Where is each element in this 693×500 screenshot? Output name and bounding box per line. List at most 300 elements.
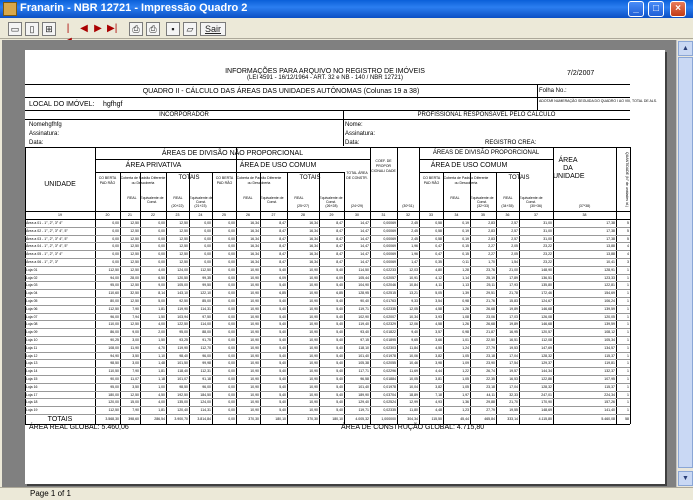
first-page-icon[interactable]: | <box>66 23 70 34</box>
table-cell: 1,05 <box>462 377 469 381</box>
table-cell: 0,01978 <box>383 353 396 358</box>
table-cell: 3,50 <box>132 384 139 389</box>
table-cell: 5 <box>627 236 629 241</box>
vertical-scrollbar[interactable] <box>676 40 693 487</box>
table-cell: 0,19 <box>462 236 469 241</box>
total-cell: 398,60 <box>128 417 139 421</box>
table-cell: 16,34 <box>309 228 318 233</box>
table-cell: 118,40 <box>177 369 188 374</box>
print-icon[interactable]: ⎙ <box>129 22 143 36</box>
table-cell: 10,90 <box>250 345 259 350</box>
unit-name: Área a 06 - 1°, 2°, 3° <box>26 260 59 264</box>
table-cell: 0,00 <box>204 244 211 249</box>
table-cell: 27,79 <box>486 345 495 350</box>
table-cell: 2,83 <box>488 228 495 233</box>
table-cell: 129,40 <box>358 400 369 405</box>
profissional-title: PROFISSIONAL RESPONSÁVEL PELO CÁLCULO <box>417 112 556 118</box>
table-cell: 5,40 <box>336 283 343 288</box>
row-line <box>25 320 630 321</box>
table-cell: 1 <box>627 291 629 296</box>
table-cell: 0,00 <box>228 384 235 389</box>
table-cell: 112,31 <box>200 369 211 374</box>
table-cell: 2,05 <box>511 244 518 249</box>
table-cell: 0,00 <box>228 408 235 413</box>
table-cell: 0,00 <box>228 228 235 233</box>
table-cell: 5,40 <box>336 377 343 381</box>
table-cell: 23,22 <box>543 252 552 257</box>
close-button[interactable]: × <box>670 1 686 17</box>
table-cell: 12,50 <box>179 221 188 225</box>
table-cell: 4,48 <box>435 408 442 413</box>
total-cell: 0,00 <box>228 417 235 421</box>
table-cell: 0,00 <box>228 369 235 374</box>
table-cell: 154,69 <box>604 291 615 296</box>
table-cell: 31,00 <box>543 236 552 241</box>
table-cell: 12,03 <box>409 267 418 272</box>
table-cell: 128,95 <box>358 291 369 296</box>
table-cell: 0,02335 <box>383 306 396 311</box>
coef-header: COEF. DE PROPOR CIONALI DADE <box>371 159 396 173</box>
table-cell: 8,47 <box>279 252 286 257</box>
table-cell: 148,69 <box>541 408 552 413</box>
column-formula: (21+23) <box>194 204 207 208</box>
table-cell: 123,33 <box>604 275 615 280</box>
outras-header: Coberta de Padrão Diferente ou Descoberta <box>120 176 166 185</box>
table-cell: 115,37 <box>604 384 615 389</box>
table-cell: 4 <box>627 252 629 257</box>
table-cell: 104,90 <box>358 283 369 288</box>
table-cell: 5,40 <box>336 314 343 319</box>
table-cell: 10,06 <box>409 353 418 358</box>
total-area-header: TOTAL ÁREA DE CONSTR. <box>346 171 368 180</box>
table-cell: 0,02335 <box>383 408 396 413</box>
total-cell: 3.900,70 <box>174 417 188 421</box>
quantidade-header: QUANTIDADE (N° de unidades id.) <box>625 152 629 207</box>
table-cell: 12,06 <box>409 322 418 327</box>
table-cell: 4,93 <box>435 400 442 405</box>
unit-name: Área a 01 - 1°, 2°, 3° 4° <box>26 221 63 225</box>
nome-label-left: Nome: <box>29 122 47 128</box>
table-cell: 128,91 <box>604 267 615 272</box>
table-cell: 5,40 <box>279 330 286 335</box>
column-formula: (24+29) <box>350 204 364 208</box>
table-cell: 10,90 <box>309 267 318 272</box>
table-cell: 119,40 <box>358 322 369 327</box>
save-icon[interactable]: ▪ <box>166 22 180 36</box>
table-cell: 157,26 <box>604 400 615 405</box>
table-cell: 13,88 <box>606 252 615 257</box>
table-cell: 119,71 <box>358 408 369 413</box>
table-cell: 10,90 <box>309 314 318 319</box>
table-cell: 18,89 <box>409 392 418 397</box>
header-line <box>25 211 630 212</box>
table-cell: 10,90 <box>309 392 318 397</box>
unit-name: Loja 10 <box>26 338 38 342</box>
table-cell: 10,90 <box>250 392 259 397</box>
table-cell: 12,50 <box>179 236 188 241</box>
table-cell: 19,89 <box>509 322 518 327</box>
table-cell: 120,40 <box>177 408 188 413</box>
unit-name: Loja 15 <box>26 377 38 381</box>
table-cell: 13,88 <box>606 244 615 249</box>
table-cell: 3,50 <box>132 353 139 358</box>
unit-name: Área a 04 - 1°, 2°, 3° 4°, 5° <box>26 244 68 249</box>
table-cell: 10,90 <box>250 291 259 296</box>
table-cell: 135,80 <box>541 283 552 288</box>
table-cell: 7,94 <box>132 314 139 319</box>
table-cell: 10,90 <box>250 369 259 374</box>
table-cell: 2,45 <box>411 236 418 241</box>
table-cell: 247,01 <box>541 392 552 397</box>
table-cell: 26,68 <box>486 306 495 311</box>
total-cell: 4.115,80 <box>538 417 552 421</box>
table-cell: 0,00 <box>228 377 235 381</box>
table-cell: 13,21 <box>409 291 418 296</box>
total-cell: 370,30 <box>307 417 318 421</box>
table-cell: 0,00069 <box>383 244 396 249</box>
table-cell: 0,00 <box>228 400 235 405</box>
table-cell: 1 <box>627 338 629 342</box>
table-cell: 1,05 <box>462 384 469 389</box>
table-cell: 136,51 <box>541 275 552 280</box>
column-number: 25 <box>222 213 226 217</box>
unit-name: Loja 16 <box>26 384 38 389</box>
report-date: 7/2/2007 <box>567 70 595 77</box>
table-cell: 93,25 <box>179 338 188 342</box>
table-cell: 0,00 <box>228 252 235 257</box>
table-cell: 5,00 <box>158 299 165 303</box>
table-cell: 10,90 <box>250 275 259 280</box>
table-cell: 0,00 <box>204 236 211 241</box>
column-formula: (34+35) <box>501 204 514 208</box>
row-line <box>25 398 630 399</box>
table-cell: 120,05 <box>604 314 615 319</box>
table-cell: 0,47 <box>435 252 442 257</box>
table-cell: 147,69 <box>541 345 552 350</box>
totais-prop-header: TOTAIS <box>508 175 530 181</box>
table-cell: 86,00 <box>110 330 119 335</box>
table-cell: 99,98 <box>202 361 211 366</box>
table-cell: 0,00 <box>158 221 165 225</box>
table-cell: 1,50 <box>158 338 165 342</box>
table-cell: 14,47 <box>360 228 369 233</box>
table-cell: 97,15 <box>360 338 369 342</box>
table-cell: 31,00 <box>543 228 552 233</box>
unit-name: Loja 12 <box>26 353 38 358</box>
table-cell: 110,00 <box>108 322 119 327</box>
table-cell: 0,00 <box>204 221 211 225</box>
table-cell: 0,00 <box>112 228 119 233</box>
table-cell: 4,00 <box>158 400 165 405</box>
last-page-icon[interactable]: ▶| <box>107 23 118 34</box>
table-cell: 3,00 <box>132 338 139 342</box>
table-cell: 10,90 <box>309 283 318 288</box>
total-cell: 4.005,32 <box>355 417 369 421</box>
table-cell: 1 <box>627 400 629 405</box>
table-cell: 98,50 <box>179 384 188 389</box>
table-cell: 5,40 <box>279 377 286 381</box>
table-cell: 95,00 <box>110 283 119 288</box>
table-cell: 0,00 <box>228 260 235 264</box>
unit-name: Loja 04 <box>26 291 38 296</box>
table-cell: 10,90 <box>309 322 318 327</box>
row-line <box>25 336 630 337</box>
unit-name: Área a 02 - 1°, 2°, 3° 4°, 5° <box>26 228 68 233</box>
table-cell: 0,00 <box>112 252 119 257</box>
table-cell: 6,09 <box>279 275 286 280</box>
table-cell: 21,70 <box>509 400 518 405</box>
table-cell: 1,14 <box>462 275 469 280</box>
table-cell: 0,00 <box>228 236 235 241</box>
table-cell: 106,24 <box>604 299 615 303</box>
maximize-button[interactable]: □ <box>648 1 664 17</box>
table-cell: 5,40 <box>279 283 286 288</box>
table-cell: 14,47 <box>360 221 369 225</box>
table-cell: 12,50 <box>130 252 139 257</box>
real-comum-header: REAL <box>243 196 253 200</box>
table-cell: 10,90 <box>309 291 318 296</box>
table-cell: 10,90 <box>250 267 259 272</box>
column-formula: (26+28) <box>325 204 338 208</box>
table-cell: 23,22 <box>543 244 552 249</box>
table-cell: 1,01 <box>462 338 469 342</box>
table-cell: 23,18 <box>486 384 495 389</box>
table-cell: 2,57 <box>511 221 518 225</box>
real-header: REAL <box>127 196 137 200</box>
table-cell: 10,90 <box>250 330 259 335</box>
total-cell: 180,10 <box>275 417 286 421</box>
sair-button[interactable]: Sair <box>200 22 226 36</box>
table-cell: 10,46 <box>409 361 418 366</box>
open-icon[interactable]: ▱ <box>183 22 197 36</box>
table-cell: 141,40 <box>604 408 615 413</box>
scroll-up-icon[interactable]: ▲ <box>678 41 693 56</box>
table-cell: 4,00 <box>158 322 165 327</box>
page-layout-icon[interactable]: ▭ <box>8 22 22 36</box>
assinatura-label-left: Assinatura: <box>29 131 60 137</box>
row-line <box>25 305 630 306</box>
column-number: 28 <box>301 213 305 217</box>
table-cell: 17,04 <box>509 353 518 358</box>
table-cell: 19,89 <box>509 306 518 311</box>
table-cell: 0,00 <box>228 267 235 272</box>
proporcional-header: ÁREAS DE DIVISÃO PROPORCIONAL <box>432 150 540 156</box>
minimize-button[interactable]: _ <box>628 1 644 17</box>
table-cell: 1,26 <box>462 306 469 311</box>
table-cell: 96,58 <box>360 377 369 381</box>
table-cell: 3,82 <box>435 384 442 389</box>
table-cell: 10,05 <box>409 377 418 381</box>
table-cell: 128,32 <box>541 353 552 358</box>
table-cell: 10,90 <box>250 408 259 413</box>
coberta-prop-header: CO BERTA PAD RÃO <box>422 176 441 185</box>
table-cell: 22,35 <box>486 377 495 381</box>
table-cell: 5,40 <box>336 353 343 358</box>
table-cell: 0,00 <box>204 228 211 233</box>
table-cell: 102,90 <box>358 314 369 319</box>
equiv-header: Equivalente de Const. <box>140 196 164 204</box>
quadro-title: QUADRO II - CÁLCULO DAS ÁREAS DAS UNIDADES AUTÔNOMAS (Colunas 19 a 38) <box>142 88 420 95</box>
table-cell: 0,00 <box>158 228 165 233</box>
table-cell: 16,34 <box>250 228 259 233</box>
table-cell: 5,40 <box>336 322 343 327</box>
table-cell: 1,00 <box>158 384 165 389</box>
row-line <box>25 391 630 392</box>
table-cell: 10,90 <box>309 345 318 350</box>
header-line <box>419 159 553 160</box>
table-cell: 25,11 <box>486 283 495 288</box>
table-cell: 0,00 <box>112 236 119 241</box>
table-cell: 128,32 <box>541 384 552 389</box>
column-number: 24 <box>198 213 203 217</box>
table-cell: 10,90 <box>309 384 318 389</box>
unit-name: Loja 05 <box>26 299 38 303</box>
table-cell: 23,90 <box>486 361 495 366</box>
table-cell: 23,76 <box>486 267 495 272</box>
column-formula: (20+22) <box>171 204 184 208</box>
table-cell: 1 <box>627 377 629 381</box>
table-cell: 14,47 <box>360 236 369 241</box>
header-line <box>419 172 519 173</box>
row-line <box>25 281 630 282</box>
column-formula: (30+36) <box>529 204 543 208</box>
table-cell: 16,34 <box>250 221 259 225</box>
table-cell: 10,90 <box>309 275 318 280</box>
unit-name: Loja 07 <box>26 314 38 319</box>
table-cell: 139,59 <box>604 306 615 311</box>
equiv-comum-header: Equivalente de Const. <box>260 196 284 204</box>
table-cell: 0,19 <box>462 228 469 233</box>
uso-comum-header: ÁREA DE USO COMUM <box>239 162 317 169</box>
table-cell: 105,38 <box>358 361 369 366</box>
column-formula: (32+33) <box>476 204 490 208</box>
table-cell: 8,47 <box>279 244 286 249</box>
two-page-icon[interactable]: ▯ <box>25 22 39 36</box>
table-cell: 12,50 <box>130 236 139 241</box>
table-cell: 120,00 <box>108 400 119 405</box>
table-cell: 10,90 <box>309 299 318 303</box>
row-line <box>25 375 630 376</box>
next-page-icon[interactable]: ▶ <box>94 23 102 34</box>
table-cell: 129,37 <box>541 361 552 366</box>
table-cell: 1,70 <box>488 260 495 264</box>
table-cell: 0,47 <box>435 244 442 249</box>
table-cell: 0,02057 <box>383 275 396 280</box>
table-cell: 3 <box>627 260 629 264</box>
table-cell: 0,00069 <box>383 236 396 241</box>
table-cell: 12,50 <box>130 221 139 225</box>
table-cell: 96,00 <box>110 314 119 319</box>
table-cell: 120,57 <box>541 330 552 335</box>
table-cell: 5,40 <box>336 369 343 374</box>
table-cell: 124,00 <box>177 267 188 272</box>
table-cell: 134,57 <box>604 345 615 350</box>
table-cell: 25,19 <box>486 275 495 280</box>
table-cell: 0,00 <box>228 314 235 319</box>
data-label-right: Data: <box>345 140 360 146</box>
table-cell: 12,50 <box>130 299 139 303</box>
prev-page-icon[interactable]: ◀ <box>80 23 88 34</box>
table-cell: 5,40 <box>336 384 343 389</box>
table-cell: 1,26 <box>462 322 469 327</box>
table-cell: 122,81 <box>604 283 615 288</box>
table-cell: 23,06 <box>486 314 495 319</box>
table-cell: 10,04 <box>409 384 418 389</box>
table-cell: 7,90 <box>132 306 139 311</box>
table-cell: 91,18 <box>202 377 211 381</box>
table-cell: 0,35 <box>435 260 442 264</box>
zoom-icon[interactable]: ⊞ <box>42 22 56 36</box>
table-cell: 105,34 <box>604 338 615 342</box>
column-number: 34 <box>454 213 459 217</box>
table-cell: 5,40 <box>279 369 286 374</box>
column-number: 22 <box>151 213 155 217</box>
table-cell: 10,90 <box>309 306 318 311</box>
column-formula: (25+27) <box>296 204 310 208</box>
table-cell: 120,50 <box>177 275 188 280</box>
total-cell: 180,10 <box>332 417 343 421</box>
table-cell: 11,69 <box>409 369 418 374</box>
app-icon <box>3 2 17 16</box>
table-cell: 2,57 <box>511 236 518 241</box>
table-cell: 224,34 <box>604 392 615 397</box>
table-cell: 0,00 <box>228 221 235 225</box>
table-cell: 1,96 <box>411 244 418 249</box>
table-cell: 110,50 <box>108 369 119 374</box>
table-cell: 114,31 <box>200 408 211 413</box>
total-cell: 3.568,30 <box>105 417 119 421</box>
table-cell: 122,10 <box>200 291 211 296</box>
table-cell: 192,50 <box>177 392 188 397</box>
table-cell: 9,00 <box>132 330 139 335</box>
table-cell: 0,00069 <box>383 260 396 264</box>
table-cell: 119,90 <box>177 345 188 350</box>
page-indicator: Page 1 of 1 <box>30 489 71 498</box>
table-cell: 5,40 <box>279 338 286 342</box>
table-cell: 1 <box>627 267 629 272</box>
printer-setup-icon[interactable]: ⎙ <box>146 22 160 36</box>
scroll-down-icon[interactable]: ▼ <box>678 471 693 486</box>
total-cell: 333,14 <box>507 417 518 421</box>
table-cell: 1,54 <box>511 260 518 264</box>
table-cell: 0,00 <box>228 291 235 296</box>
table-cell: 9,65 <box>411 338 418 342</box>
table-cell: 1,81 <box>158 408 165 413</box>
scroll-thumb[interactable] <box>678 57 693 468</box>
table-cell: 4,58 <box>435 306 442 311</box>
table-cell: 143,10 <box>177 291 188 296</box>
table-cell: 4,80 <box>435 267 442 272</box>
table-cell: 0,15 <box>462 252 469 257</box>
table-cell: 184,50 <box>200 392 211 397</box>
table-cell: 112,50 <box>108 408 119 413</box>
table-cell: 4,12 <box>435 275 442 280</box>
totais-comum-header: TOTAIS <box>299 175 321 181</box>
table-cell: 3,66 <box>435 338 442 342</box>
table-cell: 5,40 <box>336 338 343 342</box>
table-cell: 12,50 <box>130 260 139 264</box>
table-cell: 7,90 <box>132 369 139 374</box>
table-cell: 98,50 <box>110 361 119 366</box>
report-law: (LEI 4591 - 16/12/1964 - ART. 32 e NB - 140 / NBR 12721) <box>247 75 403 81</box>
table-cell: 3,93 <box>435 314 442 319</box>
table-cell: 5,40 <box>336 345 343 350</box>
table-cell: 1,39 <box>462 291 469 296</box>
table-cell: 12,50 <box>179 260 188 264</box>
table-cell: 101,50 <box>177 361 188 366</box>
header-line <box>95 159 370 160</box>
table-cell: 22,50 <box>486 338 495 342</box>
